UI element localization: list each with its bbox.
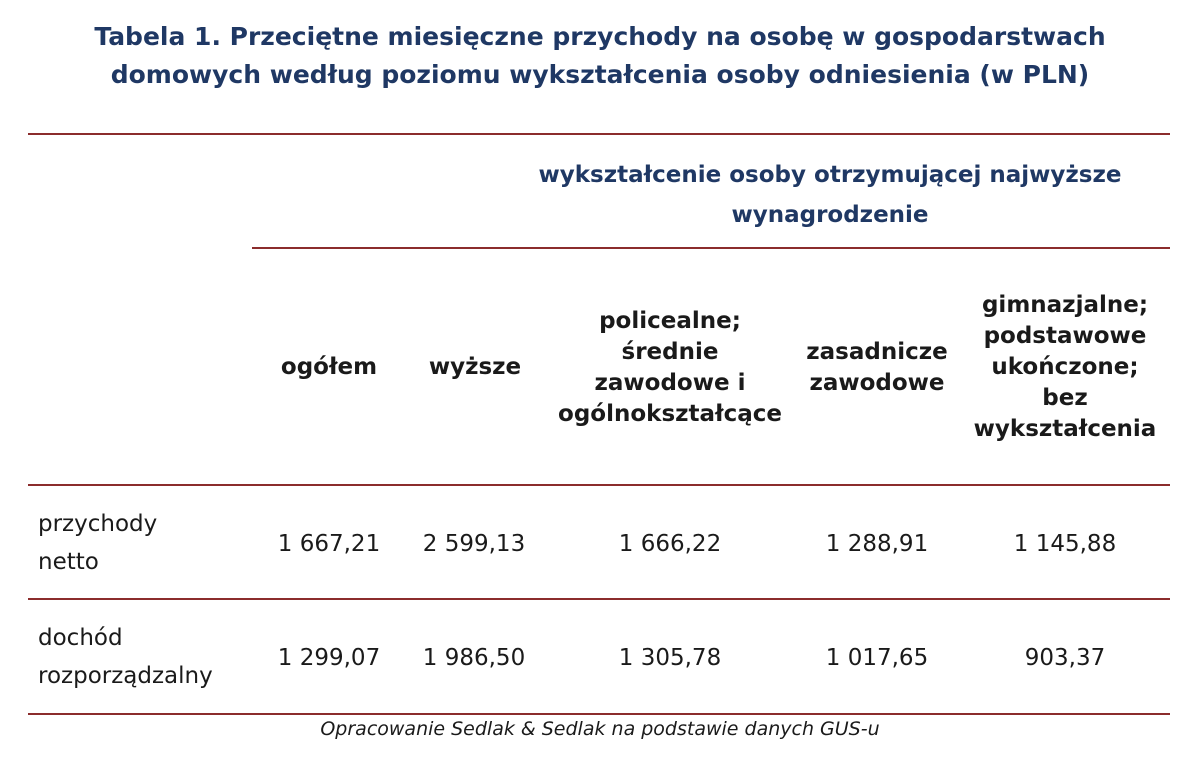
cell-total: 1 299,07 — [277, 645, 381, 671]
cell-total: 1 667,21 — [277, 531, 381, 557]
cell-secondary: 1 666,22 — [618, 531, 722, 557]
cell-higher: 2 599,13 — [422, 531, 526, 557]
cell-lower: 1 145,88 — [1013, 531, 1117, 557]
column-header-total: ogółem — [280, 354, 378, 380]
table-title — [0, 18, 1200, 94]
source-note: Opracowanie Sedlak & Sedlak na podstawie danych GUS-u — [320, 718, 880, 740]
table-title-line-2: domowych według poziomu wykształcenia osoby odniesienia (w PLN) — [110, 60, 1090, 89]
row-rule — [28, 598, 1170, 600]
column-header-lower: gimnazjalne; podstawowe ukończone; bez wykształcenia — [973, 292, 1157, 442]
bottom-rule — [28, 713, 1170, 715]
top-rule — [28, 133, 1170, 135]
column-header-secondary: policealne; średnie zawodowe i ogólnokształcące — [558, 307, 782, 427]
cell-vocational: 1 288,91 — [825, 531, 929, 557]
row-label: przychody netto — [38, 511, 158, 575]
group-header-line-2: wynagrodzenie — [731, 202, 929, 228]
table-title-line-1: Tabela 1. Przeciętne miesięczne przychody na osobę w gospodarstwach — [94, 22, 1106, 51]
group-rule — [252, 247, 1170, 249]
cell-lower: 903,37 — [1024, 645, 1106, 671]
column-header-higher: wyższe — [428, 354, 522, 380]
cell-secondary: 1 305,78 — [618, 645, 722, 671]
row-label: dochód rozporządzalny — [38, 625, 213, 689]
column-header-vocational: zasadnicze zawodowe — [806, 338, 948, 396]
cell-vocational: 1 017,65 — [825, 645, 929, 671]
cell-higher: 1 986,50 — [422, 645, 526, 671]
group-header-line-1: wykształcenie osoby otrzymującej najwyższe — [538, 162, 1122, 188]
group-header — [460, 155, 1200, 235]
header-rule — [28, 484, 1170, 486]
